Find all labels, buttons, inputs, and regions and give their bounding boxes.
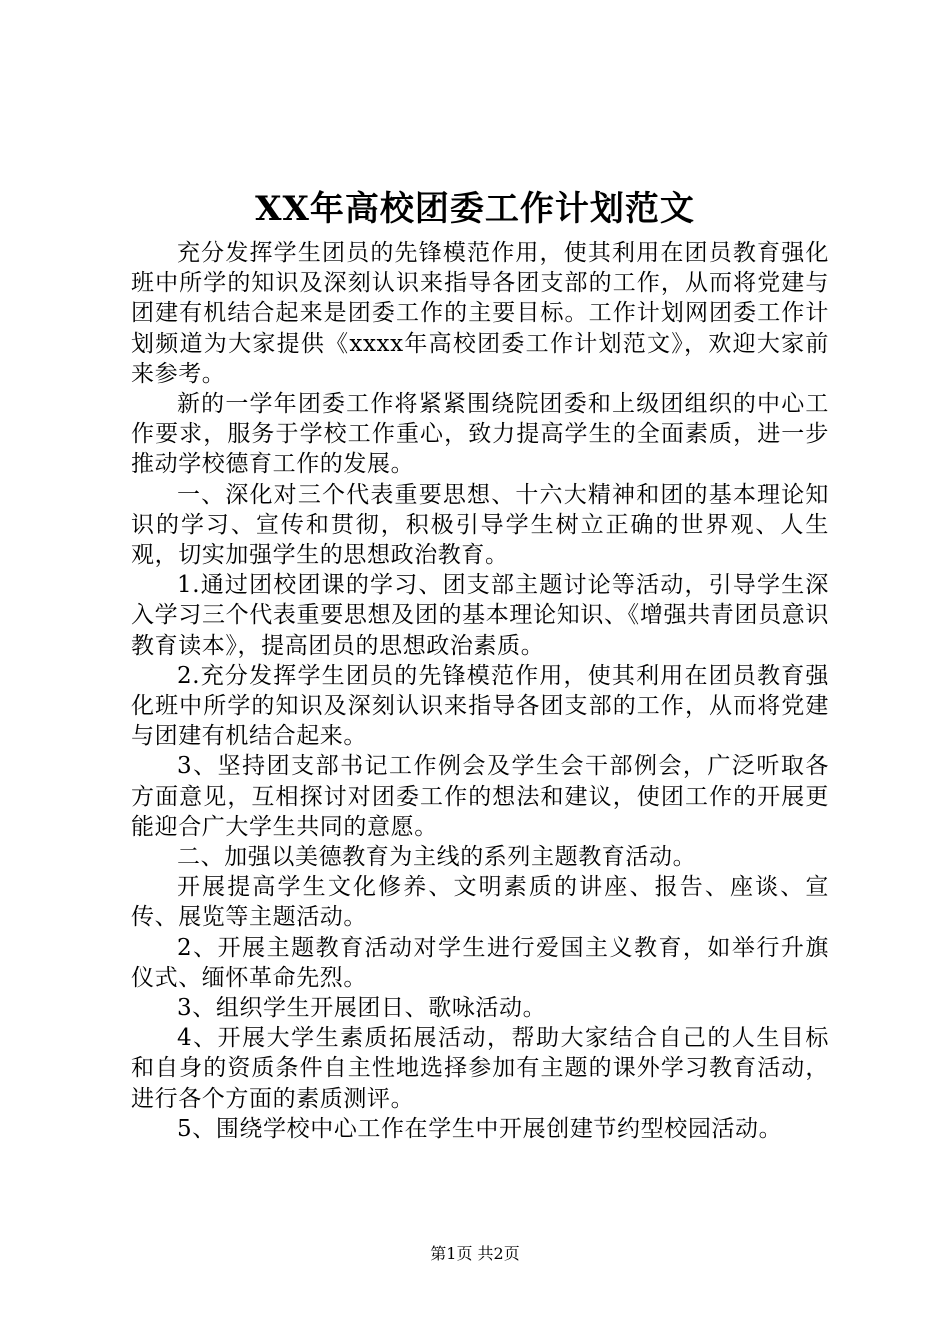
paragraph-item-1-2: 2.充分发挥学生团员的先锋模范作用，使其利用在团员教育强化班中所学的知识及深刻认识来指导各团支部的工作，从而将党建与团建有机结合起来。 xyxy=(131,662,829,750)
paragraph-item-2-2: 2、开展主题教育活动对学生进行爱国主义教育，如举行升旗仪式、缅怀革命先烈。 xyxy=(131,934,829,991)
document-title: XX年高校团委工作计划范文 xyxy=(255,189,695,229)
paragraph-intro: 充分发挥学生团员的先锋模范作用，使其利用在团员教育强化班中所学的知识及深刻认识来指导各团支部的工作，从而将党建与团建有机结合起来是团委工作的主要目标。工作计划网团委工作计划频道为大家提供《xxxx年高校团委工作计划范文》，欢迎大家前来参考。 xyxy=(131,240,829,387)
paragraph-item-1-1: 1.通过团校团课的学习、团支部主题讨论等活动，引导学生深入学习三个代表重要思想及团的基本理论知识、《增强共青团员意识教育读本》，提高团员的思想政治素质。 xyxy=(131,572,829,659)
paragraph-overview: 新的一学年团委工作将紧紧围绕院团委和上级团组织的中心工作要求，服务于学校工作重心，致力提高学生的全面素质，进一步推动学校德育工作的发展。 xyxy=(131,391,829,478)
paragraph-item-2-4: 4、开展大学生素质拓展活动，帮助大家结合自己的人生目标和自身的资质条件自主性地选择参加有主题的课外学习教育活动，进行各个方面的素质测评。 xyxy=(131,1025,829,1112)
paragraph-item-2-3: 3、组织学生开展团日、歌咏活动。 xyxy=(177,995,547,1022)
page-footer: 第1页 共2页 xyxy=(430,1244,520,1263)
paragraph-section-2: 二、加强以美德教育为主线的系列主题教育活动。 xyxy=(177,844,697,871)
paragraph-item-1-3: 3、坚持团支部书记工作例会及学生会干部例会，广泛听取各方面意见，互相探讨对团委工作的想法和建议，使团工作的开展更能迎合广大学生共同的意愿。 xyxy=(131,753,829,840)
paragraph-section-1: 一、深化对三个代表重要思想、十六大精神和团的基本理论知识的学习、宣传和贯彻，积极引导学生树立正确的世界观、人生观，切实加强学生的思想政治教育。 xyxy=(131,481,829,569)
document-body xyxy=(131,238,829,1144)
paragraph-item-2-1: 开展提高学生文化修养、文明素质的讲座、报告、座谈、宣传、展览等主题活动。 xyxy=(131,874,829,931)
paragraph-item-2-5: 5、围绕学校中心工作在学生中开展创建节约型校园活动。 xyxy=(177,1115,783,1142)
